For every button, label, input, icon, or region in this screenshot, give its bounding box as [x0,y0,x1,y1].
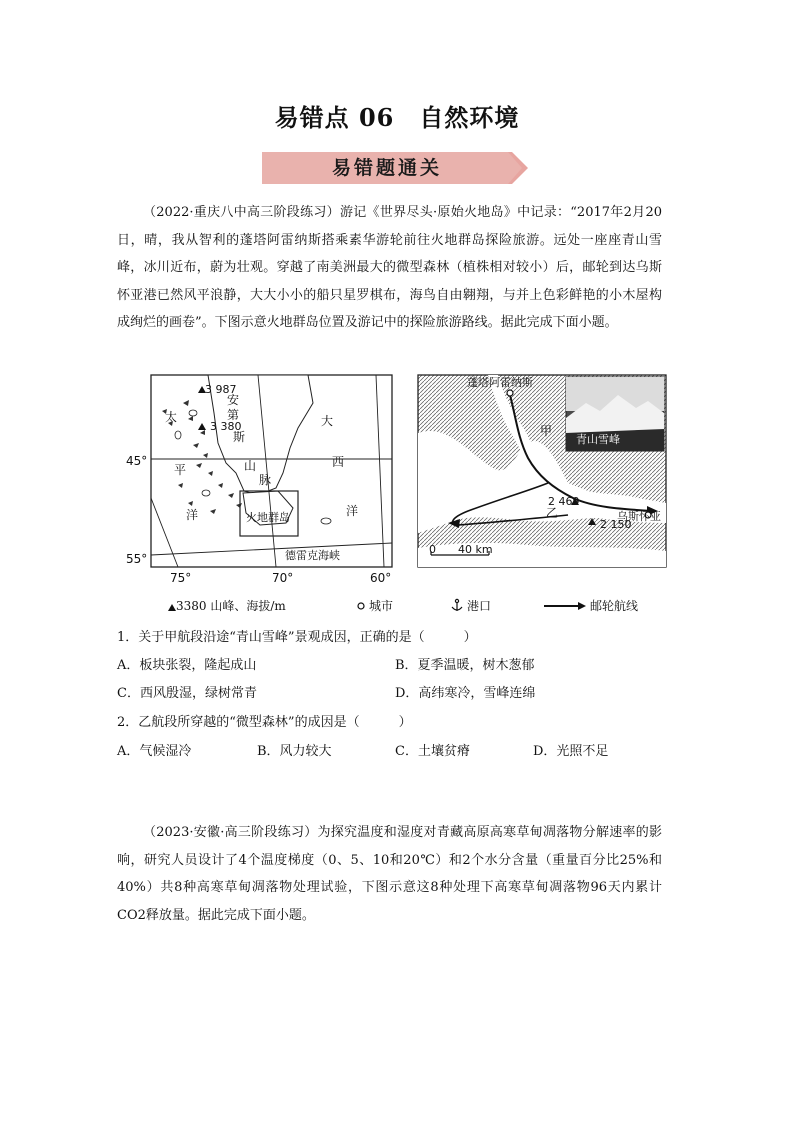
q1-option-c[interactable]: C．西风殷湿，绿树常青 [117,686,257,701]
photo-caption: 青山雪峰 [576,433,620,446]
atlantic-char: 洋 [346,504,359,518]
peak-label: 3 380 [210,420,242,433]
andes-char: 山 [244,459,257,473]
atlantic-char: 大 [321,414,334,428]
question-2-stem: 2．乙航段所穿越的“微型森林”的成因是（ ） [117,715,412,730]
scale-label: 0 40 km [429,543,493,556]
pacific-char: 太 [165,410,178,424]
legend [168,598,638,613]
q2-option-d[interactable]: D．光照不足 [533,744,609,759]
lat-label: 55° [126,552,148,566]
andes-char: 安 [227,393,240,407]
route-legend-arrow [578,602,586,610]
lon-label: 60° [370,571,392,585]
map-figure [126,373,668,618]
legend-port: 港口 [467,599,492,613]
lon-label: 75° [170,571,192,585]
banner-label: 易错题通关 [331,157,442,179]
peak-label: 2 469 [548,495,580,508]
andes-char: 斯 [233,430,246,444]
lon-label: 70° [272,571,294,585]
atlantic-char: 西 [332,455,345,469]
passage-1: （2022·重庆八中高三阶段练习）游记《世界尽头·原始火地岛》中记录：“2017年2月20日，晴，我从智利的蓬塔阿雷纳斯搭乘素华游轮前往火地群岛探险旅游。远处一座座青山雪峰，冰川近布，蔚为壮观。穿越了南美洲最大的微型森林（植株相对较小）后，邮轮到达乌斯怀亚港已然风平浪静，大大小小的船只星罗棋布，海鸟自由翱翔，与并上色彩鲜艳的小木屋构成绚烂的画卷”。下图示意火地群岛位置及游记中的探险旅游路线。据此完成下面小题。 [117,205,662,330]
city-icon [507,390,513,396]
pacific-char: 平 [174,463,187,477]
tdf-label: 火地群岛 [246,511,290,524]
peak-legend-icon [168,604,176,611]
city-label: 乌斯怀亚 [617,510,661,523]
q1-option-d[interactable]: D．高纬寒冷，雪峰连绵 [395,686,536,701]
city-label: 蓬塔阿雷纳斯 [467,376,533,389]
section-banner [262,150,528,186]
drake-label: 德雷克海峡 [285,549,340,562]
peak-label: 2 150 [600,518,632,531]
segment-label-jia: 甲 [540,424,553,438]
legend-route: 邮轮航线 [590,599,639,613]
q1-option-a[interactable]: A．板块张裂，隆起成山 [117,658,257,673]
right-map [418,375,666,567]
legend-peak: 3380 山峰、海拔/m [176,599,286,613]
page-title: 易错点 06 自然环境 [274,103,520,132]
q2-option-c[interactable]: C．土壤贫瘠 [395,744,470,759]
andes-char: 脉 [259,473,272,487]
left-map [126,375,392,585]
anchor-icon [452,599,462,611]
legend-city: 城市 [369,599,394,613]
lat-label: 45° [126,454,148,468]
map-svg [126,373,668,618]
andes-char: 第 [227,408,240,422]
passage-2: （2023·安徽·高三阶段练习）为探究温度和湿度对青藏高原高寒草甸凋落物分解速率的影响，研究人员设计了4个温度梯度（0、5、10和20℃）和2个水分含量（重量百分比25%和40%）共8种高寒草甸凋落物处理试验，下图示意这8种处理下高寒草甸凋落物96天内累计CO2释放量。据此完成下面小题。 [117,825,662,923]
city-legend-icon [358,603,364,609]
q2-option-a[interactable]: A．气候湿冷 [117,744,192,759]
peak-label: 3 987 [205,383,237,396]
question-1-stem: 1．关于甲航段沿途“青山雪峰”景观成因，正确的是（ ） [117,630,477,645]
q2-option-b[interactable]: B．风力较大 [257,744,332,759]
q1-option-b[interactable]: B．夏季温暖，树木葱郁 [395,658,535,673]
pacific-char: 洋 [186,508,199,522]
segment-label-yi: 乙 [546,506,559,520]
